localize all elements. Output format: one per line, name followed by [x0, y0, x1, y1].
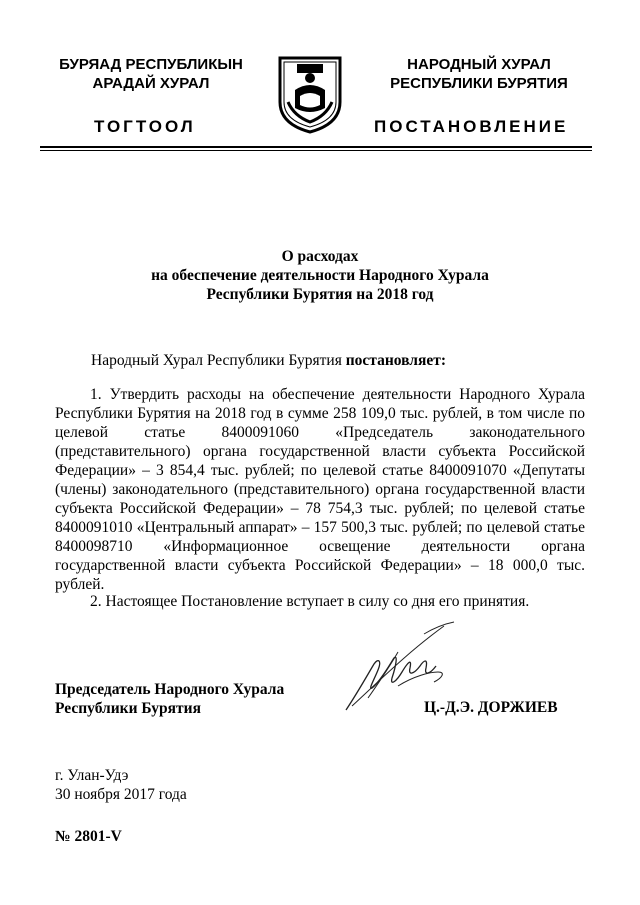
item-1-paragraph: 1. Утвердить расходы на обеспечение деятельности Народного Хурала Республики Бурятия на 2018 год в сумме 258 109,0 тыс. рублей, в том числе по целевой статье 8400091060 «Председатель законодательного (представительного) органа государственной власти субъекта Российской Федерации» – 3 854,4 тыс. рублей; по целевой статье 8400091070 «Депутаты (члены) законодательного (представительного) органа государственной власти субъекта Российской Федерации» – 78 754,3 тыс. рублей; по целевой статье 8400091010 «Центральный аппарат» – 157 500,3 тыс. рублей; по целевой статье 8400098710 «Информационное освещение деятельности органа государственной власти субъекта Российской Федерации» – 18 000,0 тыс. рублей.: [55, 386, 585, 593]
document-number: № 2801-V: [55, 828, 122, 845]
header-left-line-1: БУРЯАД РЕСПУБЛИКЫН: [59, 56, 243, 73]
coat-of-arms-icon: [274, 50, 346, 134]
signatory-position: [55, 680, 284, 718]
document-title: [60, 247, 580, 304]
header-divider-thick: [40, 146, 592, 148]
header-right-line-2: РЕСПУБЛИКИ БУРЯТИЯ: [390, 75, 568, 92]
title-line-1: О расходах: [281, 248, 359, 265]
doctype-russian: ПОСТАНОВЛЕНИЕ: [374, 117, 569, 136]
title-line-3: Республики Бурятия на 2018 год: [206, 286, 434, 303]
date: 30 ноября 2017 года: [55, 786, 187, 803]
signatory-position-line-1: Председатель Народного Хурала: [55, 681, 285, 698]
intro-decree-word: постановляет:: [345, 352, 447, 369]
place-and-date: [55, 766, 187, 804]
signatory-position-line-2: Республики Бурятия: [55, 700, 201, 717]
header-right-line-1: НАРОДНЫЙ ХУРАЛ: [407, 56, 551, 73]
header-left-line-2: АРАДАЙ ХУРАЛ: [92, 75, 210, 92]
header-divider-thin: [40, 150, 592, 151]
place: г. Улан-Удэ: [55, 767, 129, 784]
header-left-block: [40, 55, 262, 93]
intro-text: Народный Хурал Республики Бурятия: [91, 352, 346, 369]
header-right-block: [372, 55, 586, 93]
signatory-name: Ц.-Д.Э. ДОРЖИЕВ: [424, 699, 558, 716]
intro-paragraph: [91, 351, 446, 370]
doctype-buryat: ТОГТООЛ: [94, 117, 196, 136]
title-line-2: на обеспечение деятельности Народного Хурала: [151, 267, 489, 284]
item-2-paragraph: 2. Настоящее Постановление вступает в силу со дня его принятия.: [90, 593, 530, 610]
